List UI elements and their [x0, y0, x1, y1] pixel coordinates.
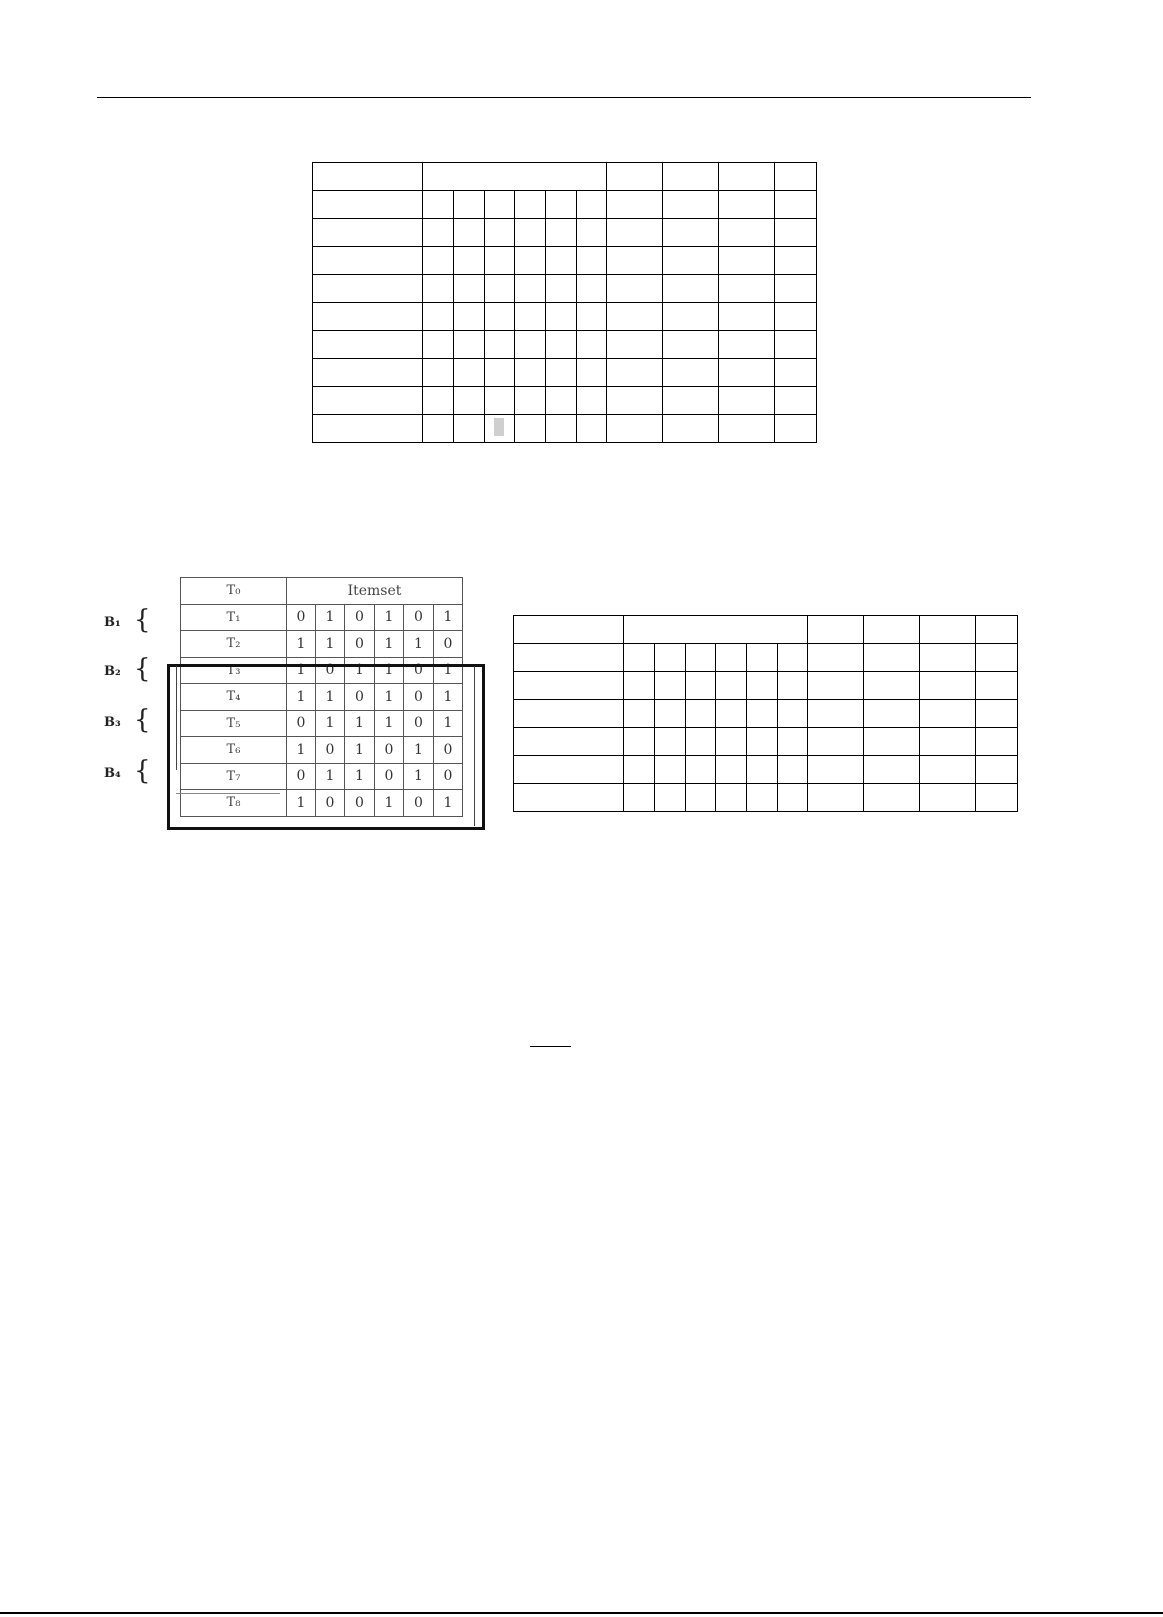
item-cell: 0 [345, 684, 375, 711]
item-cell: 0 [345, 604, 375, 631]
item-cell: 0 [316, 657, 345, 684]
table-row [514, 784, 1018, 812]
table-row [514, 700, 1018, 728]
highlight-mark [494, 418, 504, 436]
item-cell: 0 [287, 604, 316, 631]
brace-icon: { [134, 705, 151, 735]
item-cell: 1 [434, 604, 463, 631]
item-cell: 0 [345, 790, 375, 817]
table-row [313, 331, 817, 359]
item-cell: 0 [434, 631, 463, 658]
item-cell: 1 [375, 790, 404, 817]
table-row [514, 728, 1018, 756]
item-cell: 0 [404, 604, 434, 631]
block-label-b3: B₃ [104, 715, 121, 730]
table-row [313, 387, 817, 415]
item-cell: 1 [404, 631, 434, 658]
tid-cell: T₂ [181, 631, 287, 658]
item-cell: 0 [404, 790, 434, 817]
table-row [313, 163, 817, 191]
table-row [313, 415, 817, 443]
tid-cell: T₄ [181, 684, 287, 711]
inner-guide-line [176, 793, 280, 794]
item-cell: 0 [316, 737, 345, 764]
inner-guide-line [176, 666, 177, 770]
item-cell: 0 [404, 710, 434, 737]
item-cell: 1 [375, 684, 404, 711]
item-cell: 1 [345, 763, 375, 790]
footer-rule [0, 1612, 1163, 1614]
tid-header: T₀ [181, 578, 287, 605]
item-cell: 1 [345, 737, 375, 764]
inner-guide-line [474, 666, 475, 826]
table-row [313, 275, 817, 303]
block-label-b4: B₄ [104, 766, 121, 781]
block-label-b2: B₂ [104, 664, 121, 679]
tid-cell: T₁ [181, 604, 287, 631]
item-cell: 1 [287, 684, 316, 711]
item-cell: 0 [434, 763, 463, 790]
item-cell: 0 [345, 631, 375, 658]
item-cell: 0 [375, 763, 404, 790]
item-cell: 1 [345, 710, 375, 737]
item-cell: 1 [345, 657, 375, 684]
table-row [514, 756, 1018, 784]
item-cell: 1 [375, 657, 404, 684]
item-cell: 0 [404, 684, 434, 711]
item-cell: 1 [316, 631, 345, 658]
item-cell: 1 [287, 657, 316, 684]
item-cell: 1 [316, 763, 345, 790]
table-row [313, 359, 817, 387]
tid-cell: T₃ [181, 657, 287, 684]
table-row [313, 191, 817, 219]
item-cell: 1 [287, 737, 316, 764]
tid-cell: T₅ [181, 710, 287, 737]
table-row [514, 672, 1018, 700]
item-cell: 1 [434, 790, 463, 817]
item-cell: 1 [316, 684, 345, 711]
item-cell: 0 [375, 737, 404, 764]
item-cell: 1 [434, 657, 463, 684]
item-cell: 0 [287, 763, 316, 790]
table-row [514, 616, 1018, 644]
item-cell: 1 [434, 710, 463, 737]
item-cell: 1 [287, 790, 316, 817]
item-cell: 0 [404, 657, 434, 684]
transaction-header-row [181, 578, 463, 605]
item-cell: 1 [434, 684, 463, 711]
tid-cell: T₆ [181, 737, 287, 764]
tid-cell: T₇ [181, 763, 287, 790]
item-cell: 0 [316, 790, 345, 817]
item-cell: 1 [316, 710, 345, 737]
item-cell: 1 [375, 604, 404, 631]
right-table [513, 615, 1018, 812]
transaction-row [181, 631, 463, 658]
transaction-blocks-figure [104, 577, 484, 832]
item-cell: 1 [375, 710, 404, 737]
block-label-b1: B₁ [104, 615, 121, 630]
brace-icon: { [134, 654, 151, 684]
top-table [312, 162, 817, 443]
brace-icon: { [134, 605, 151, 635]
transaction-row [181, 604, 463, 631]
item-cell: 1 [316, 604, 345, 631]
item-cell: 1 [375, 631, 404, 658]
item-cell: 1 [287, 631, 316, 658]
header-rule [97, 97, 1031, 98]
item-cell: 1 [404, 763, 434, 790]
table-row [313, 247, 817, 275]
table-row [313, 219, 817, 247]
item-cell: 0 [287, 710, 316, 737]
table-row [313, 303, 817, 331]
window-box [167, 664, 485, 830]
item-cell: 0 [434, 737, 463, 764]
itemset-header: Itemset [287, 578, 463, 605]
table-row [514, 644, 1018, 672]
fraction-bar [530, 1046, 571, 1047]
brace-icon: { [134, 756, 151, 786]
item-cell: 1 [404, 737, 434, 764]
tid-cell: T₈ [181, 790, 287, 817]
